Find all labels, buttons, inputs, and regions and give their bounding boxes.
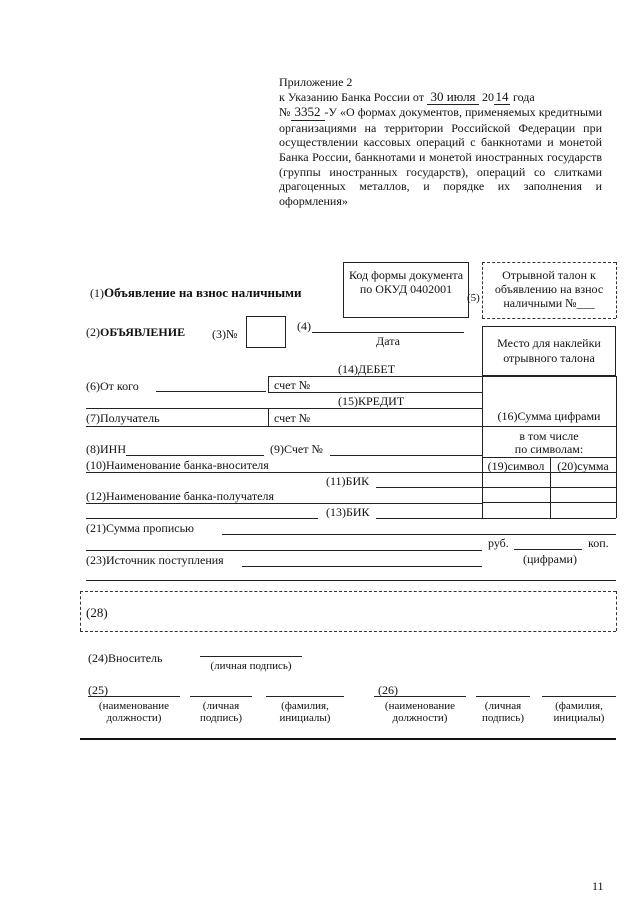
declaration-number-box[interactable] (246, 316, 286, 348)
inn-input-line[interactable] (126, 455, 264, 456)
sum-digits-label: (16)Сумма цифрами (497, 409, 601, 423)
sig26-signature-line[interactable] (476, 696, 530, 697)
bik-11-label: (11)БИК (326, 474, 370, 488)
sig25-position-caption: (наименование должности) (98, 700, 170, 724)
kop-label: коп. (588, 536, 609, 550)
recipient-bank-label: (12)Наименование банка-получателя (86, 489, 274, 503)
sum-20-header: (20)сумма (557, 459, 609, 473)
sig26-signature-caption: (личная подпись) (481, 700, 524, 724)
sig25-signature-line[interactable] (190, 696, 252, 697)
appendix-header (279, 75, 602, 208)
bik-11-input-line[interactable] (376, 487, 482, 488)
rub-label: руб. (488, 536, 509, 550)
okud-code-box: Код формы документа по ОКУД 0402001 (343, 262, 469, 318)
sig25-signature-caption: (личная подпись) (199, 700, 242, 724)
symbol-row-2[interactable] (482, 502, 616, 503)
coupon-box: Отрывной талон к объявлению на взнос наличными №___ (494, 268, 604, 310)
field-26-label: (26) (378, 683, 398, 697)
depositor-bank-line[interactable] (86, 472, 482, 473)
field-28-box: (28) (86, 605, 108, 620)
from-input-line[interactable] (156, 391, 266, 392)
bik-13-label: (13)БИК (326, 505, 370, 519)
debit-account-label: счет № (274, 378, 311, 392)
sig25-name-line[interactable] (266, 696, 344, 697)
credit-account-label: счет № (274, 411, 311, 425)
sum-words-label: (21)Сумма прописью (86, 521, 194, 535)
decree-number: 3352 (291, 105, 325, 121)
bottom-rule (80, 738, 616, 740)
from-label: (6)От кого (86, 379, 139, 393)
page-number: 11 (592, 879, 604, 893)
symbol-row-3[interactable] (482, 518, 616, 519)
sticker-place-label: Место для наклейки отрывного талона (497, 336, 601, 365)
personal-signature-caption: (личная подпись) (210, 660, 292, 672)
sig26-position-caption: (наименование должности) (384, 700, 456, 724)
sig25-position-line[interactable] (88, 696, 180, 697)
decree-title: № 3352 -У «О формах документов, применяемых кредитными организациями на территории Российской Федерации при осуществлении кассовых операций с банкнотами и монетой Банка России, банкнотами и монетой иностранных государств (группы иностранных государств), операций со слитками драгоценных металлов, и порядке их заполнения и оформления» (279, 104, 602, 208)
by-symbols-label: по символам: (514, 442, 584, 456)
field-4-label: (4) (297, 319, 311, 333)
account-9-label: (9)Счет № (270, 442, 323, 456)
credit-label: (15)КРЕДИТ (338, 394, 405, 408)
depositor-signature-line[interactable] (200, 656, 302, 657)
bik-13-input-line[interactable] (376, 518, 482, 519)
form-title: (1)Объявление на взнос наличными (90, 285, 302, 300)
sum-words-line-1[interactable] (222, 534, 616, 535)
date-caption: Дата (376, 334, 400, 348)
digits-caption: (цифрами) (523, 552, 577, 566)
field-5-label: (5) (467, 292, 480, 304)
date-line[interactable] (312, 332, 464, 333)
symbol-19-header: (19)символ (487, 459, 545, 473)
appendix-title: Приложение 2 (279, 75, 353, 89)
source-input-line[interactable] (242, 566, 482, 567)
debet-label: (14)ДЕБЕТ (338, 362, 396, 376)
depositor-bank-label: (10)Наименование банка-вносителя (86, 458, 269, 472)
decree-year: 14 (495, 88, 509, 104)
field-25-label: (25) (88, 683, 108, 697)
decree-day-month: 30 июля (427, 90, 479, 106)
declaration-title: (2)ОБЪЯВЛЕНИЕ (86, 325, 186, 339)
sig26-name-line[interactable] (542, 696, 616, 697)
account-9-input-line[interactable] (330, 455, 482, 456)
symbol-row-1[interactable] (482, 487, 616, 488)
rub-input-line[interactable] (514, 549, 582, 550)
recipient-label: (7)Получатель (86, 411, 160, 425)
recipient-bank-line[interactable] (86, 503, 482, 504)
sig26-name-caption: (фамилия, инициалы) (553, 700, 605, 724)
debit-account-line[interactable] (268, 392, 482, 393)
sig26-position-line[interactable] (374, 696, 466, 697)
depositor-label: (24)Вноситель (88, 651, 163, 665)
inn-label: (8)ИНН (86, 442, 126, 456)
decree-reference-line: к Указанию Банка России от 30 июля 20 14 года (279, 88, 535, 104)
sum-words-line-2[interactable] (86, 550, 482, 551)
including-label: в том числе (519, 429, 579, 443)
sig25-name-caption: (фамилия, инициалы) (279, 700, 331, 724)
field-3-label: (3)№ (212, 327, 238, 341)
source-label: (23)Источник поступления (86, 553, 224, 567)
